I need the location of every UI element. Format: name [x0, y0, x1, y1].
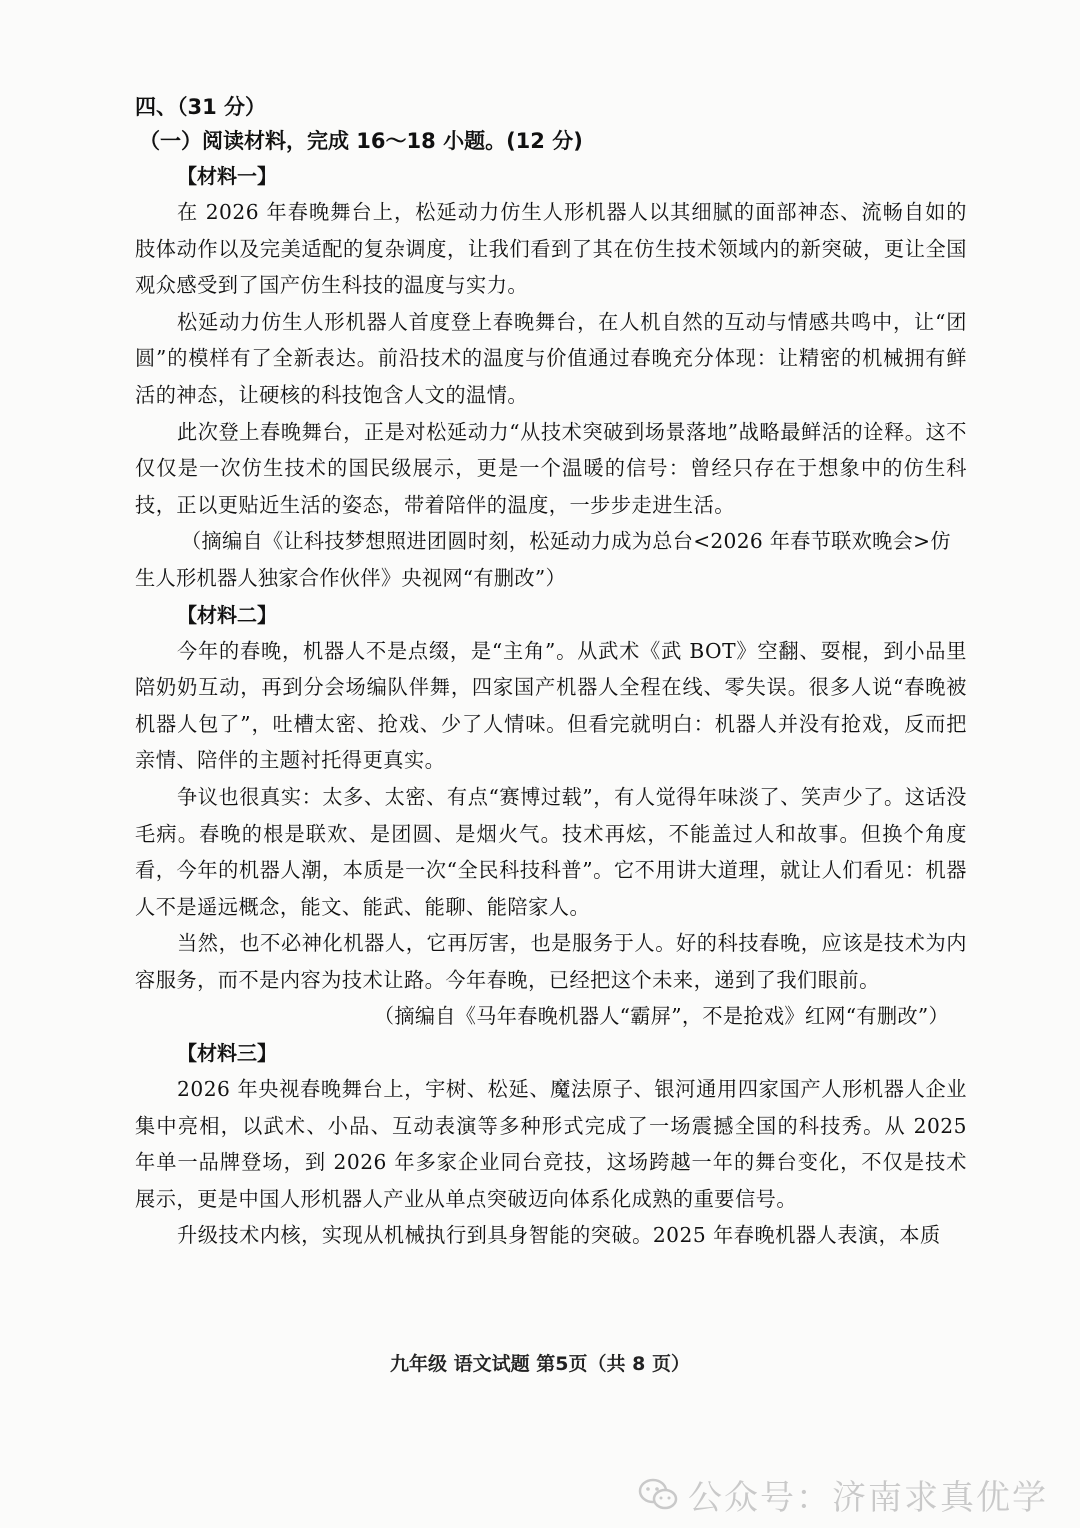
- wechat-icon: [638, 1478, 678, 1512]
- section-subtitle: （一）阅读材料，完成 16～18 小题。(12 分): [139, 129, 583, 153]
- material-2-label: 【材料二】: [177, 602, 277, 627]
- material-2-source: （摘编自《马年春晚机器人“霸屏”，不是抢戏》红网“有删改”）: [373, 1004, 949, 1029]
- material-1-source: （摘编自《让科技梦想照进团圆时刻，松延动力成为总台<2026 年春节联欢晚会>仿生人形机器人独家合作伙伴》央视网“有删改”）: [135, 529, 951, 590]
- material-3-paragraph: 升级技术内核，实现从机械执行到具身智能的突破。2025 年春晚机器人表演，本质: [177, 1223, 941, 1248]
- watermark: [638, 1470, 1048, 1519]
- material-1-paragraph: 松延动力仿生人形机器人首度登上春晚舞台，在人机自然的互动与情感共鸣中，让“团圆”的模样有了全新表达。前沿技术的温度与价值通过春晚充分体现：让精密的机械拥有鲜活的神态，让硬核的科技饱含人文的温情。: [135, 309, 967, 407]
- material-3-label: 【材料三】: [177, 1041, 277, 1066]
- section-title: 四、（31 分）: [135, 95, 267, 119]
- material-1-paragraph: 在 2026 年春晚舞台上，松延动力仿生人形机器人以其细腻的面部神态、流畅自如的肢体动作以及完美适配的复杂调度，让我们看到了其在仿生技术领域内的新突破，更让全国观众感受到了国产仿生科技的温度与实力。: [135, 200, 967, 298]
- page-footer: 九年级 语文试题 第5页（共 8 页）: [390, 1353, 690, 1375]
- material-2-paragraph: 当然，也不必神化机器人，它再厉害，也是服务于人。好的科技春晚，应该是技术为内容服务，而不是内容为技术让路。今年春晚，已经把这个未来，递到了我们眼前。: [135, 931, 967, 992]
- watermark-text: 公众号：济南求真优学: [688, 1478, 1048, 1518]
- exam-page: [135, 90, 967, 1254]
- material-1-label: 【材料一】: [177, 164, 277, 188]
- material-1-paragraph: 此次登上春晚舞台，正是对松延动力“从技术突破到场景落地”战略最鲜活的诠释。这不仅仅是一次仿生技术的国民级展示，更是一个温暖的信号：曾经只存在于想象中的仿生科技，正以更贴近生活的姿态，带着陪伴的温度，一步步走进生活。: [135, 419, 967, 517]
- material-3-paragraph: 2026 年央视春晚舞台上，宇树、松延、魔法原子、银河通用四家国产人形机器人企业集中亮相，以武术、小品、互动表演等多种形式完成了一场震撼全国的科技秀。从 2025 年单一品牌登场，到 2026 年多家企业同台竞技，这场跨越一年的舞台变化，不仅是技术展示，更是中国人形机器人产业从单点突破迈向体系化成熟的重要信号。: [135, 1077, 968, 1211]
- material-2-paragraph: 今年的春晚，机器人不是点缀，是“主角”。从武术《武 BOT》空翻、耍棍，到小品里陪奶奶互动，再到分会场编队伴舞，四家国产机器人全程在线、零失误。很多人说“春晚被机器人包了”，吐槽太密、抢戏、少了人情味。但看完就明白：机器人并没有抢戏，反而把亲情、陪伴的主题衬托得更真实。: [135, 638, 967, 773]
- material-2-paragraph: 争议也很真实：太多、太密、有点“赛博过载”，有人觉得年味淡了、笑声少了。这话没毛病。春晚的根是联欢、是团圆、是烟火气。技术再炫，不能盖过人和故事。但换个角度看，今年的机器人潮，本质是一次“全民科技科普”。它不用讲大道理，就让人们看见：机器人不是遥远概念，能文、能武、能聊、能陪家人。: [135, 784, 967, 919]
